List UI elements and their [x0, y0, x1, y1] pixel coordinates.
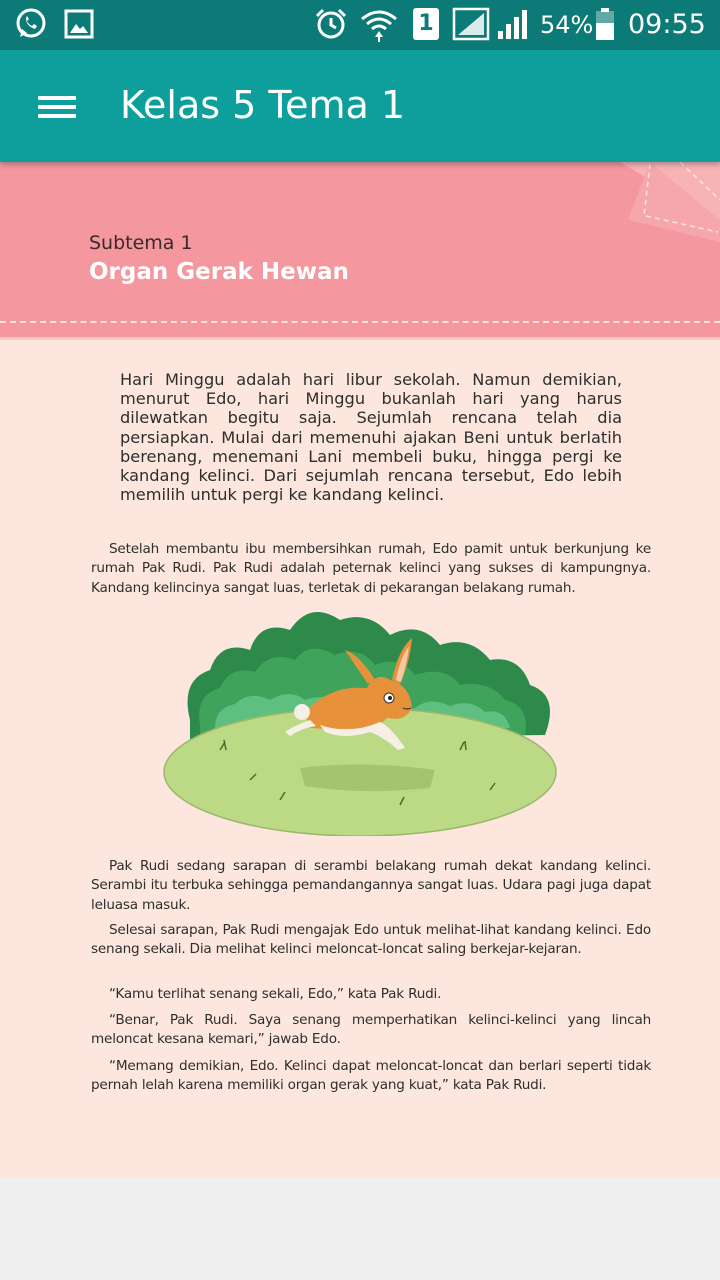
- signal-icon: [496, 7, 530, 41]
- subtheme-title: Organ Gerak Hewan: [89, 259, 349, 285]
- dashed-divider: [0, 321, 720, 323]
- intro-paragraph: Hari Minggu adalah hari libur sekolah. Namun demikian, menurut Edo, hari Minggu bukanlah hari yang harus dilewatkan begitu saja. Sejumlah rencana telah dia persiapkan. Mulai dari memenuhi ajakan Beni untuk berlatih berenang, menemani Lani membeli buku, hingga pergi ke kandang kelinci. Dari sejumlah rencana tersebut, Edo lebih memilih untuk pergi ke kandang kelinci.: [120, 370, 622, 505]
- status-bar: [0, 0, 720, 50]
- menu-button[interactable]: [22, 78, 90, 134]
- subtheme-label: Subtema 1: [89, 232, 193, 254]
- rabbit-illustration: [160, 600, 570, 836]
- battery-icon: [594, 7, 616, 41]
- story-paragraph: “Memang demikian, Edo. Kelinci dapat meloncat-loncat dan berlari seperti tidak pernah lelah karena memiliki organ gerak yang kuat,” kata Pak Rudi.: [91, 1058, 651, 1094]
- alarm-icon: [314, 7, 348, 41]
- app-bar: [0, 50, 720, 162]
- app-title: Kelas 5 Tema 1: [120, 83, 406, 127]
- subtheme-banner: [0, 162, 720, 340]
- clock: 09:55: [628, 9, 706, 40]
- battery-percent: 54%: [540, 11, 594, 39]
- book-page[interactable]: [0, 162, 720, 1178]
- story-paragraph: “Benar, Pak Rudi. Saya senang memperhatikan kelinci-kelinci yang lincah meloncat kesana kemari,” jawab Edo.: [91, 1012, 651, 1048]
- sim-icon: [413, 8, 439, 40]
- menu-icon: [22, 78, 90, 134]
- story-paragraph: “Kamu terlihat senang sekali, Edo,” kata Pak Rudi.: [109, 986, 442, 1002]
- story-paragraph: Pak Rudi sedang sarapan di serambi belakang rumah dekat kandang kelinci. Serambi itu terbuka sehingga pemandangannya sangat luas. Udara pagi juga dapat leluasa masuk.: [91, 858, 651, 913]
- gallery-icon: [64, 9, 94, 39]
- page-corner-decoration: [620, 162, 720, 252]
- whatsapp-icon: [14, 7, 48, 41]
- wifi-icon: [360, 7, 398, 43]
- signal-icon: [452, 7, 490, 41]
- sim-slot-number: 1: [418, 11, 434, 36]
- story-paragraph: Setelah membantu ibu membersihkan rumah, Edo pamit untuk berkunjung ke rumah Pak Rudi. Pak Rudi adalah peternak kelinci yang sukses di kampungnya. Kandang kelincinya sangat luas, terletak di pekarangan belakang rumah.: [91, 541, 651, 596]
- story-paragraph: Selesai sarapan, Pak Rudi mengajak Edo untuk melihat-lihat kandang kelinci. Edo senang sekali. Dia melihat kelinci meloncat-loncat saling berkejar-kejaran.: [91, 922, 651, 958]
